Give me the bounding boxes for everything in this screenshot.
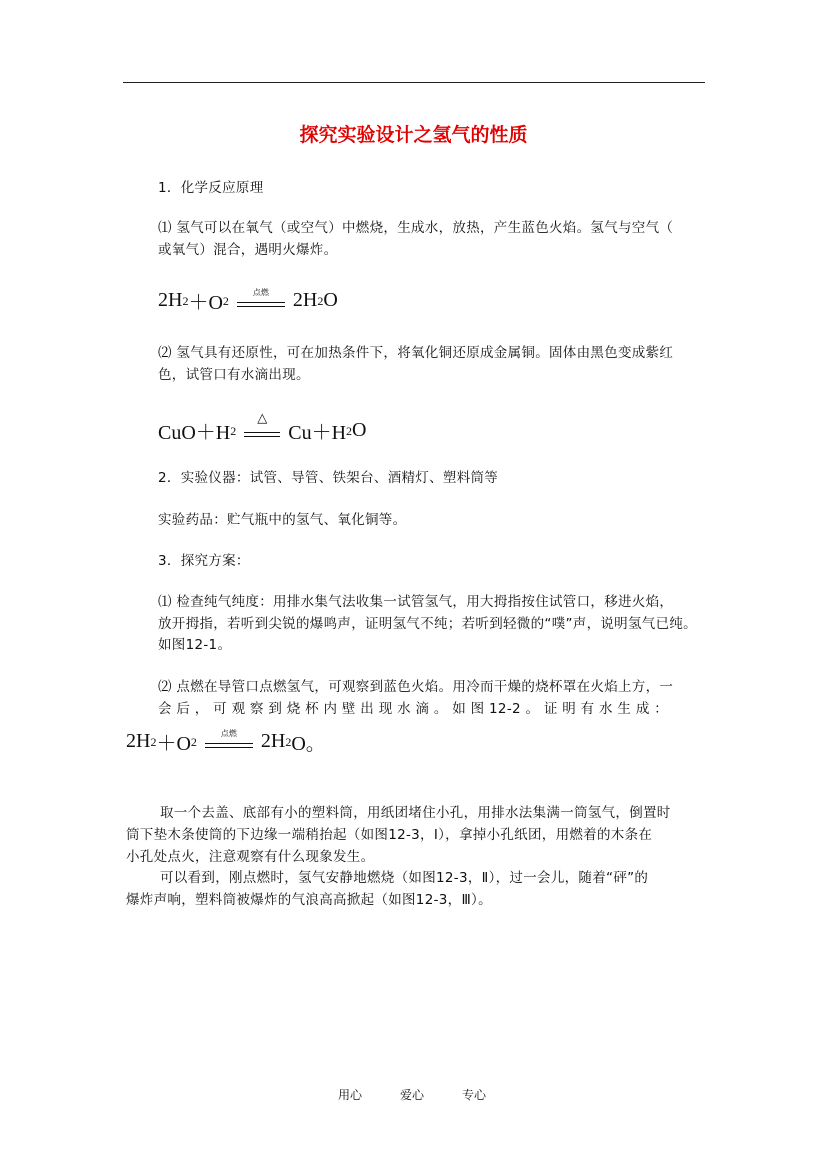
reaction-condition-arrow: 点燃	[205, 731, 253, 753]
paragraph-line: ⑴ 氢气可以在氧气（或空气）中燃烧，生成水，放热，产生蓝色火焰。氢气与空气（	[158, 220, 674, 236]
page-title: 探究实验设计之氢气的性质	[299, 124, 528, 146]
paragraph-line: 会 后 ， 可 观 察 到 烧 杯 内 壁 出 现 水 滴 。 如 图 12-2 。 证 明 有 水 生 成 ：	[158, 701, 669, 717]
paragraph-line: 可以看到，刚点燃时，氢气安静地燃烧（如图12-3，Ⅱ），过一会儿，随着“砰”的	[160, 870, 649, 886]
reaction-condition-arrow: 点燃	[237, 290, 285, 312]
paragraph-line: 如图12-1。	[158, 637, 232, 653]
paragraph-line: 或氧气）混合，遇明火爆炸。	[158, 242, 338, 258]
equation-hydrogen-combustion: 2H 2 ＋O 2 点燃 2H 2 O	[158, 287, 338, 314]
paragraph-line: ⑴ 检查纯气纯度：用排水集气法收集一试管氢气，用大拇指按住试管口，移进火焰，	[158, 594, 674, 610]
paragraph-line: 放开拇指，若听到尖锐的爆鸣声，证明氢气不纯；若听到轻微的“噗”声，说明氢气已纯。	[158, 616, 697, 632]
paragraph-line: ⑵ 氢气具有还原性，可在加热条件下，将氧化铜还原成金属铜。固体由黑色变成紫红	[158, 345, 674, 361]
header-rule	[123, 82, 705, 83]
equation-copper-oxide-reduction: CuO＋H 2 △ Cu＋H 2 O	[158, 410, 367, 444]
paragraph-line: 爆炸声响，塑料筒被爆炸的气浪高高掀起（如图12-3，Ⅲ）。	[126, 892, 492, 908]
footer-text: 爱心	[400, 1088, 425, 1102]
equation-hydrogen-combustion-2: 2H 2 ＋O 2 点燃 2H 2 O。	[126, 728, 326, 755]
section-3-heading: 3．探究方案：	[158, 553, 250, 569]
paragraph-line: 小孔处点火，注意观察有什么现象发生。	[126, 849, 375, 865]
paragraph-line: 色，试管口有水滴出现。	[158, 367, 310, 383]
section-1-heading: 1．化学反应原理	[158, 180, 264, 196]
paragraph-line: 实验药品：贮气瓶中的氢气、氧化铜等。	[158, 512, 407, 528]
section-2-heading: 2．实验仪器：试管、导管、铁架台、酒精灯、塑料筒等	[158, 470, 499, 486]
paragraph-line: 取一个去盖、底部有小的塑料筒，用纸团堵住小孔，用排水法集满一筒氢气，倒置时	[160, 805, 671, 821]
paragraph-line: ⑵ 点燃在导管口点燃氢气，可观察到蓝色火焰。用冷而干燥的烧杯罩在火焰上方，一	[158, 679, 674, 695]
footer-text: 专心	[462, 1088, 487, 1102]
paragraph-line: 筒下垫木条使筒的下边缘一端稍抬起（如图12-3，Ⅰ），拿掉小孔纸团，用燃着的木条在	[126, 827, 653, 843]
footer-text: 用心	[338, 1088, 363, 1102]
reaction-condition-arrow: △	[244, 420, 280, 442]
